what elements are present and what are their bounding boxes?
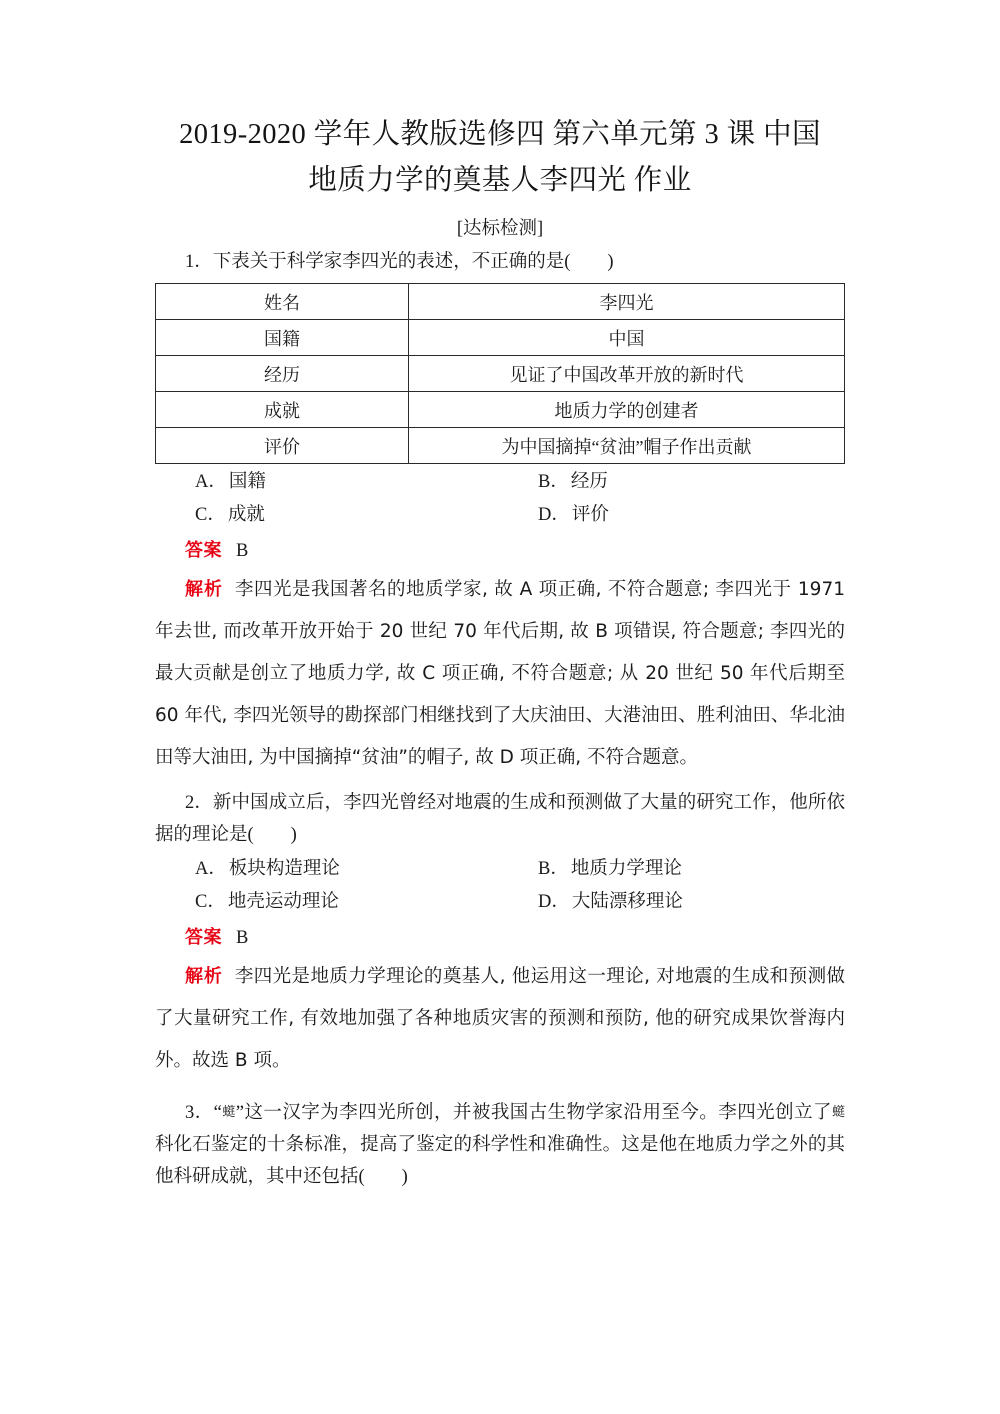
question-3-stem-part1: 3．“	[185, 1103, 222, 1123]
option-b-label: 经历	[570, 472, 608, 492]
option-b-letter: B．	[538, 472, 569, 492]
option-d-label: 评价	[571, 505, 609, 525]
table-cell-label: 国籍	[156, 320, 409, 356]
question-1-analysis	[155, 569, 845, 779]
page-title-line-2: 地质力学的奠基人李四光 作业	[308, 165, 692, 196]
analysis-tag: 解析	[185, 966, 223, 987]
option-d-letter: D．	[538, 505, 570, 525]
option-row	[155, 499, 845, 532]
analysis-tag: 解析	[185, 579, 223, 600]
option-a-label: 板块构造理论	[228, 859, 340, 879]
section-tag: [达标检测]	[456, 219, 544, 239]
table-row	[156, 320, 845, 356]
option-a-label: 国籍	[228, 472, 266, 492]
option-d-label: 大陆漂移理论	[571, 892, 683, 912]
option-c[interactable]	[155, 886, 500, 919]
option-a-letter: A．	[195, 472, 227, 492]
table-cell-value: 为中国摘掉“贫油”帽子作出贡献	[409, 428, 845, 464]
question-3-stem-part2: ”这一汉字为李四光所创，并被我国古生物学家沿用至今。李四光创立了	[235, 1103, 832, 1123]
option-c-letter: C．	[195, 505, 226, 525]
question-2-options	[155, 853, 845, 919]
question-3-stem-part3: 科化石鉴定的十条标准，提高了鉴定的科学性和准确性。这是他在地质力学之外的其他科研成就，其中还包括( )	[155, 1135, 845, 1187]
answer-tag: 答案	[185, 927, 222, 948]
option-b-letter: B．	[538, 859, 569, 879]
table-cell-label: 评价	[156, 428, 409, 464]
question-1-analysis-text: 李四光是我国著名的地质学家, 故 A 项正确, 不符合题意; 李四光于 1971 年去世, 而改革开放开始于 20 世纪 70 年代后期, 故 B 项错误, 符合题意; 李四光的最大贡献是创立了地质力学, 故 C 项正确, 不符合题意; 从 20 世纪 50 年代后期至 60 年代, 李四光领导的勘探部门相继找到了大庆油田、大港油田、胜利油田、华北油田等大油田, 为中国摘掉“贫油”的帽子, 故 D 项正确, 不符合题意。	[155, 579, 845, 768]
table-cell-label: 成就	[156, 392, 409, 428]
question-2-answer-line	[155, 921, 845, 955]
table-row	[156, 428, 845, 464]
question-1-options	[155, 466, 845, 532]
page-title	[155, 112, 845, 204]
option-b[interactable]	[500, 466, 845, 499]
page-title-line-1: 2019-2020 学年人教版选修四 第六单元第 3 课 中国	[179, 119, 821, 150]
question-1-stem: 1．下表关于科学家李四光的表述，不正确的是( )	[185, 252, 614, 272]
fusulinid-glyph-icon: 䗴	[221, 1104, 236, 1119]
table-row	[156, 356, 845, 392]
option-a-letter: A．	[195, 859, 227, 879]
question-2-analysis-text: 李四光是地质力学理论的奠基人, 他运用这一理论, 对地震的生成和预测做了大量研究工作, 有效地加强了各种地质灾害的预测和预防, 他的研究成果饮誉海内外。故选 B 项。	[155, 966, 846, 1071]
table-cell-value: 见证了中国改革开放的新时代	[409, 356, 845, 392]
question-1-info-table	[155, 283, 845, 464]
option-c-letter: C．	[195, 892, 226, 912]
option-a[interactable]	[155, 853, 500, 886]
option-row	[155, 466, 845, 499]
table-cell-label: 经历	[156, 356, 409, 392]
option-c-label: 成就	[227, 505, 265, 525]
table-cell-value: 地质力学的创建者	[409, 392, 845, 428]
table-row	[156, 284, 845, 320]
option-c-label: 地壳运动理论	[227, 892, 339, 912]
option-b-label: 地质力学理论	[570, 859, 682, 879]
answer-tag: 答案	[185, 540, 222, 561]
option-d[interactable]	[500, 886, 845, 919]
table-row	[156, 392, 845, 428]
question-1-answer-value: B	[236, 541, 249, 561]
fusulinid-glyph-icon-2: 䗴	[831, 1104, 845, 1119]
option-d-letter: D．	[538, 892, 570, 912]
question-2-answer-value: B	[236, 928, 249, 948]
option-b[interactable]	[500, 853, 845, 886]
option-c[interactable]	[155, 499, 500, 532]
table-cell-value: 中国	[409, 320, 845, 356]
table-cell-value: 李四光	[409, 284, 845, 320]
spacer	[155, 1082, 845, 1096]
table-cell-label: 姓名	[156, 284, 409, 320]
spacer	[155, 779, 845, 787]
question-2-stem: 2．新中国成立后，李四光曾经对地震的生成和预测做了大量的研究工作，他所依据的理论是( )	[155, 793, 845, 845]
document-content	[155, 112, 845, 1193]
question-1-answer-line	[155, 534, 845, 568]
option-a[interactable]	[155, 466, 500, 499]
option-row	[155, 853, 845, 886]
option-d[interactable]	[500, 499, 845, 532]
question-2-analysis	[155, 956, 845, 1082]
question-3-stem	[155, 1096, 845, 1193]
option-row	[155, 886, 845, 919]
